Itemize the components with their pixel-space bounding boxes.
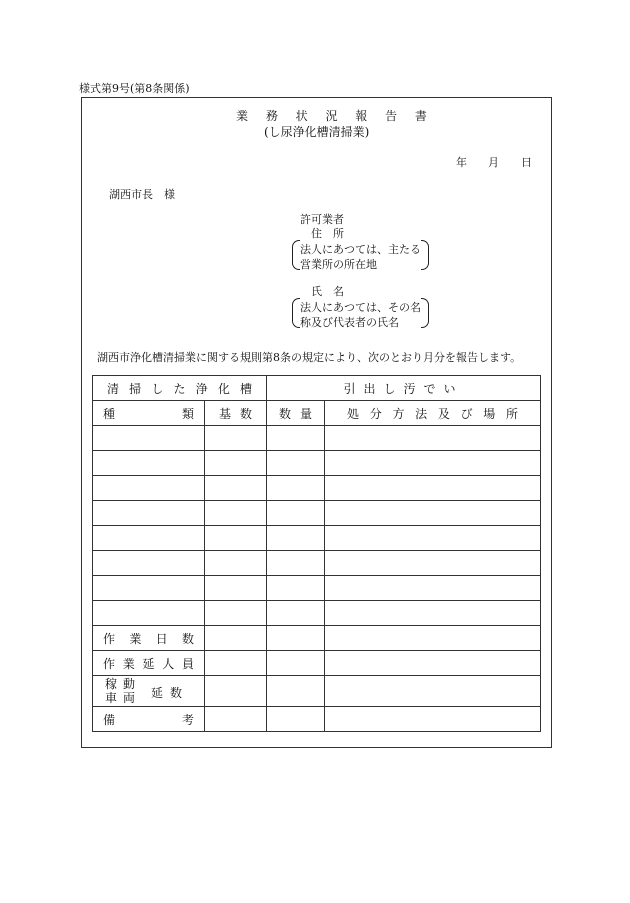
cell-kind[interactable] <box>93 526 205 551</box>
cell-count[interactable] <box>205 451 267 476</box>
cell-disposal[interactable] <box>325 476 541 501</box>
label-remarks: 備考 <box>93 707 205 732</box>
cell-disposal[interactable] <box>325 426 541 451</box>
cell-kind[interactable] <box>93 501 205 526</box>
label-vehicles-count: 延数 <box>151 686 190 700</box>
cell-kind[interactable] <box>93 576 205 601</box>
report-table <box>92 375 541 732</box>
cell-count[interactable] <box>205 576 267 601</box>
name-label: 氏 名 <box>311 285 344 298</box>
table-row <box>93 501 541 526</box>
cell-count[interactable] <box>205 476 267 501</box>
header-amount: 数量 <box>267 401 325 426</box>
cell-vehicles[interactable] <box>205 676 267 707</box>
form-subtitle: (し尿浄化槽清掃業) <box>264 125 370 139</box>
header-extracted-sludge: 引出し汚でい <box>267 376 541 401</box>
cell-work-days-disposal[interactable] <box>325 626 541 651</box>
cell-kind[interactable] <box>93 451 205 476</box>
address-brace-left <box>292 240 300 270</box>
cell-kind[interactable] <box>93 601 205 626</box>
cell-work-days-amount[interactable] <box>267 626 325 651</box>
cell-amount[interactable] <box>267 526 325 551</box>
cell-kind[interactable] <box>93 476 205 501</box>
addressee: 湖西市長 様 <box>109 188 175 201</box>
header-count: 基数 <box>205 401 267 426</box>
name-brace-left <box>292 298 300 328</box>
cell-kind[interactable] <box>93 426 205 451</box>
cell-workers-amount[interactable] <box>267 651 325 676</box>
header-disposal: 処分方法及び場所 <box>325 401 541 426</box>
label-vehicles-line-2: 車両 <box>105 691 142 705</box>
form-number: 様式第9号(第8条関係) <box>79 82 190 95</box>
cell-amount[interactable] <box>267 426 325 451</box>
address-brace-right <box>421 240 429 270</box>
label-vehicles <box>93 676 205 707</box>
table-row <box>93 526 541 551</box>
cell-disposal[interactable] <box>325 501 541 526</box>
cell-count[interactable] <box>205 501 267 526</box>
cell-disposal[interactable] <box>325 526 541 551</box>
cell-disposal[interactable] <box>325 601 541 626</box>
date-day: 日 <box>521 156 532 169</box>
cell-amount[interactable] <box>267 501 325 526</box>
table-row <box>93 476 541 501</box>
statement: 湖西市浄化槽清掃業に関する規則第8条の規定により、次のとおり月分を報告します。 <box>97 351 522 364</box>
address-note-2: 営業所の所在地 <box>300 258 377 271</box>
cell-vehicles-disposal[interactable] <box>325 676 541 707</box>
cell-kind[interactable] <box>93 551 205 576</box>
applicant-heading: 許可業者 <box>300 213 344 226</box>
address-note-1: 法人にあつては、主たる <box>300 243 421 256</box>
cell-count[interactable] <box>205 551 267 576</box>
cell-amount[interactable] <box>267 601 325 626</box>
header-cleaned-tanks: 清掃した浄化槽 <box>93 376 267 401</box>
cell-remarks-disposal[interactable] <box>325 707 541 732</box>
cell-disposal[interactable] <box>325 551 541 576</box>
cell-remarks[interactable] <box>205 707 267 732</box>
address-label: 住 所 <box>311 227 344 240</box>
form-title: 業 務 状 況 報 告 書 <box>236 109 434 123</box>
cell-vehicles-amount[interactable] <box>267 676 325 707</box>
label-work-days: 作業日数 <box>93 626 205 651</box>
table-row <box>93 601 541 626</box>
name-note-1: 法人にあつては、その名 <box>300 301 421 314</box>
cell-count[interactable] <box>205 526 267 551</box>
cell-remarks-amount[interactable] <box>267 707 325 732</box>
cell-count[interactable] <box>205 426 267 451</box>
label-vehicles-line-1: 稼動 <box>105 677 142 691</box>
name-brace-right <box>421 298 429 328</box>
table-row <box>93 576 541 601</box>
cell-disposal[interactable] <box>325 576 541 601</box>
table-row <box>93 451 541 476</box>
table-row <box>93 426 541 451</box>
label-workers: 作業延人員 <box>93 651 205 676</box>
cell-amount[interactable] <box>267 476 325 501</box>
table-row <box>93 551 541 576</box>
date-year: 年 <box>456 156 467 169</box>
name-note-2: 称及び代表者の氏名 <box>300 316 399 329</box>
cell-count[interactable] <box>205 601 267 626</box>
cell-workers[interactable] <box>205 651 267 676</box>
cell-amount[interactable] <box>267 576 325 601</box>
cell-workers-disposal[interactable] <box>325 651 541 676</box>
cell-disposal[interactable] <box>325 451 541 476</box>
cell-amount[interactable] <box>267 451 325 476</box>
cell-work-days[interactable] <box>205 626 267 651</box>
date-month: 月 <box>488 156 499 169</box>
header-kind: 種類 <box>93 401 205 426</box>
cell-amount[interactable] <box>267 551 325 576</box>
